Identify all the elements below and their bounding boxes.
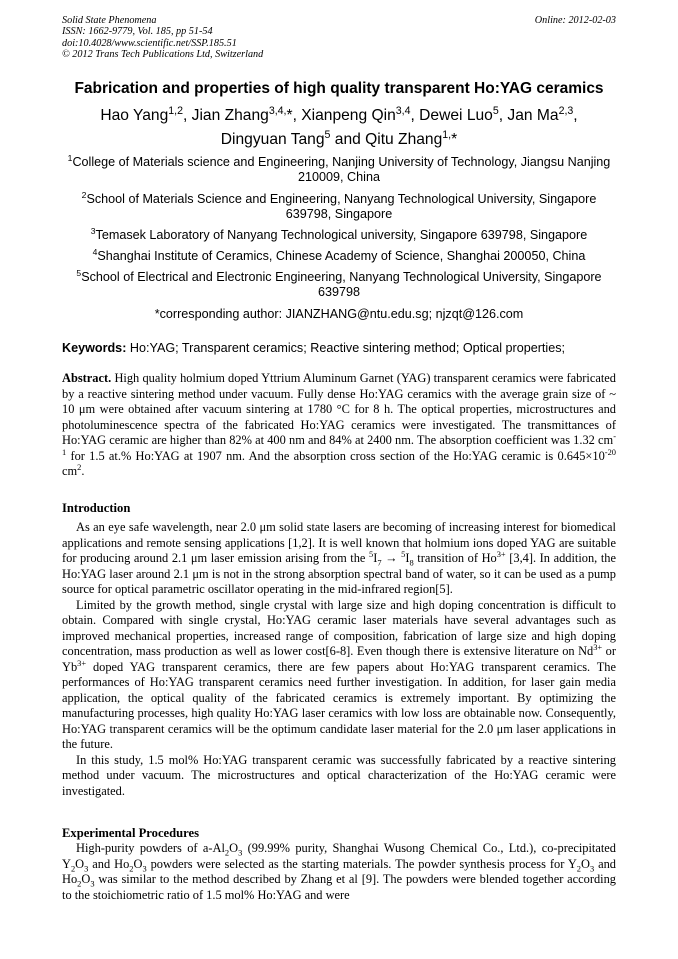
author: Qitu Zhang$^{1,}$*: [365, 128, 458, 148]
journal-name: Solid State Phenomena: [62, 15, 157, 26]
author: Xianpeng Qin$^{3,4}$: [301, 104, 411, 124]
author-list: Hao Yang$^{1,2}$, Jian Zhang$^{3,4,}$*, Xianpeng Qin$^{3,4}$, Dewei Luo$^5$, Jan Ma$^{2,3}$, Dingyuan Tang$^5$ and Qitu Zhang$^{1,}$*: [100, 104, 578, 148]
author: Dewei Luo$^5$: [419, 104, 499, 124]
copyright-line: © 2012 Trans Tech Publications Ltd, Switzerland: [62, 49, 264, 61]
affiliation: $^2$School of Materials Science and Engineering, Nanyang Technological University, Singapore 639798, Singapore: [81, 189, 597, 221]
issn-line: ISSN: 1662-9779, Vol. 185, pp 51-54: [62, 26, 213, 38]
affiliation: $^3$Temasek Laboratory of Nanyang Technological university, Singapore 639798, Singapore: [90, 225, 588, 242]
section-heading-experimental: Experimental Procedures: [62, 826, 199, 840]
author: Jian Zhang$^{3,4,}$*: [191, 104, 293, 124]
experimental-body: [62, 841, 616, 903]
affiliation: $^5$School of Electrical and Electronic Engineering, Nanyang Technological University, Singapore 639798: [76, 267, 602, 299]
keywords-text: Ho:YAG; Transparent ceramics; Reactive sintering method; Optical properties;: [129, 341, 566, 355]
introduction-body: [62, 520, 616, 799]
doi-line: doi:10.4028/www.scientific.net/SSP.185.51: [62, 37, 237, 49]
corresponding-author: *corresponding author: JIANZHANG@ntu.edu.sg; njzqt@126.com: [154, 307, 524, 321]
author: Jan Ma$^{2,3}$: [507, 104, 574, 124]
author: Dingyuan Tang$^5$: [220, 128, 331, 148]
online-date: Online: 2012-02-03: [534, 15, 616, 26]
affiliation: $^4$Shanghai Institute of Ceramics, Chinese Academy of Science, Shanghai 200050, China: [92, 246, 586, 263]
affiliation: $^1$College of Materials science and Engineering, Nanjing University of Technology, Jiangsu Nanjing 210009, China: [67, 152, 611, 184]
abstract: Abstract. High quality holmium doped Yttrium Aluminum Garnet (YAG) transparent ceramics were fabricated by a reactive sintering method under vacuum. Fully dense Ho:YAG ceramics with the average grain size of ~ 10 μm were obtained after vacuum sintering at 1780 °C for 8 h. The optical properties, microstructures and photoluminescence spectra of the fabricated Ho:YAG ceramics were investigated. The transmittances of Ho:YAG ceramic are higher than 82% at 400 nm and 84% at 2400 nm. The absorption coefficient was 1.32 $cm^{-1}$ for 1.5 at.% Ho:YAG at 1907 nm. And the absorption cross section of the Ho:YAG ceramic is $0.645\times 10^{-20}$ $cm^2$.: [62, 371, 616, 478]
abstract-label: Abstract.: [62, 371, 112, 385]
paragraph: As an eye safe wavelength, near 2.0 μm solid state lasers are becoming of increasing interest for biomedical applications and remote sensing applications [1,2]. It is well known that holmium ions doped YAG are suitable for producing around 2.1 μm laser emission arising from the $^5I_7 \to ^5I_8$ transition of $Ho^{3+}$ [3,4]. In addition, the Ho:YAG laser around 2.1 μm is not in the strong absorption spectral band of water, so it can be used as a pump source for optical parametric oscillator operating in the mid-infrared region[5].: [62, 520, 616, 596]
paper-title: Fabrication and properties of high quality transparent Ho:YAG ceramics: [74, 80, 604, 97]
section-heading-introduction: Introduction: [62, 501, 131, 515]
author: Hao Yang$^{1,2}$: [100, 104, 183, 124]
paragraph: In this study, 1.5 mol% Ho:YAG transparent ceramic was successfully fabricated by a reactive sintering method under vacuum. The microstructures and optical characterization of the Ho:YAG ceramic were investigated.: [62, 752, 616, 798]
keywords-label: Keywords:: [62, 341, 127, 355]
journal-header: [62, 15, 616, 61]
keywords: [62, 341, 616, 355]
paragraph: Limited by the growth method, single crystal with large size and high doping concentration is difficult to obtain. Compared with single crystal, Ho:YAG ceramic laser materials have several advantages such as improved mechanical properties, increased range of composition, fabrication of large size and high doping concentration, mass production as well as lower cost[6-8]. Even though there is extensive literature on $Nd^{3+}$ or $Yb^{3+}$ doped YAG transparent ceramics, there are few papers about Ho:YAG transparent ceramics. The performances of Ho:YAG transparent ceramics need further investigation. In addition, for laser gain media application, the optical quality of the fabricated ceramics is extremely important. By optimizing the manufacturing processes, high quality Ho:YAG laser ceramics with low loss are obtainable now. Consequently, Ho:YAG transparent ceramics will be the optimum candidate laser material for the 2.0 μm laser applications in the future.: [62, 597, 616, 751]
paragraph: High-purity powders of $a-Al_2O_3$ (99.99% purity, Shanghai Wusong Chemical Co., Ltd.), co-precipitated $Y_2O_3$ and $Ho_2O_3$ powders were selected as the starting materials. The powder synthesis process for $Y_2O_3$ and $Ho_2O_3$ was similar to the method described by Zhang et al [9]. The powders were blended together according to the stoichiometric ratio of 1.5 mol% Ho:YAG and were: [62, 841, 617, 902]
